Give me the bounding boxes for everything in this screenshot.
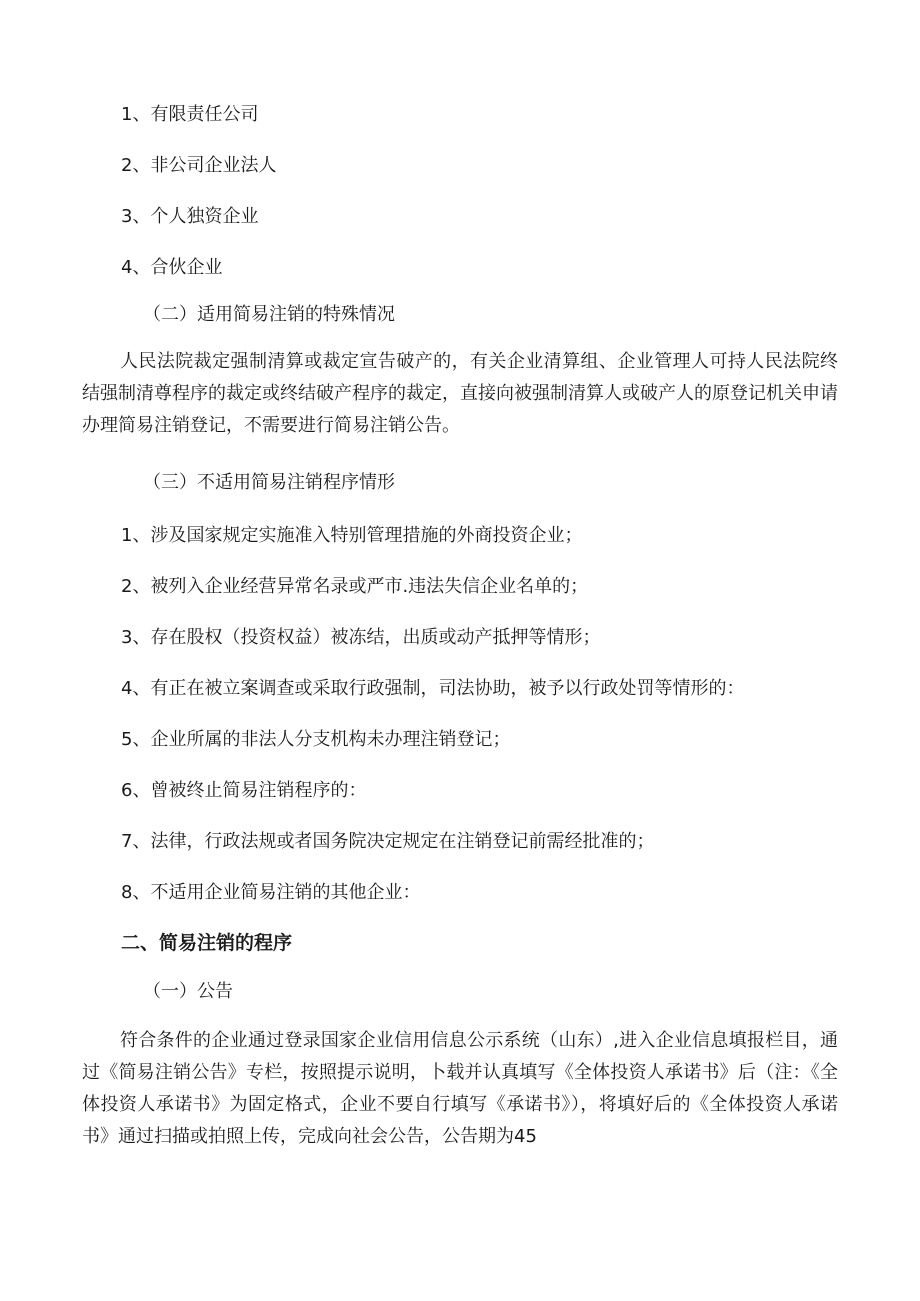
list-item: 7、法律，行政法规或者国务院决定规定在注销登记前需经批准的； <box>121 831 655 852</box>
list-item: 8、不适用企业简易注销的其他企业： <box>121 882 421 903</box>
list-item: 4、合伙企业 <box>121 257 223 278</box>
subsection-paragraph: 符合条件的企业通过登录国家企业信用信息公示系统（山东）,进入企业信息填报栏目，通过《简易注销公告》专栏，按照提示说明，卜载并认真填写《全体投资人承诺书》后（注：《全体投资人承诺书》为固定格式，企业不要自行填写《承诺书》），将填好后的《全体投资人承诺书》通过扫描或拍照上传，完成向社会公告，公告期为45 <box>82 1030 838 1147</box>
list-item: 2、非公司企业法人 <box>121 155 277 176</box>
list-item: 1、涉及国家规定实施准入特别管理措施的外商投资企业； <box>121 525 583 546</box>
subsection-title: （一）公告 <box>143 981 233 1002</box>
list-item: 4、有正在被立案调查或采取行政强制，司法协助，被予以行政处罚等情形的： <box>121 678 745 699</box>
section-title: （二）适用简易注销的特殊情况 <box>143 304 395 325</box>
list-item: 1、有限责任公司 <box>121 104 259 125</box>
list-item: 3、个人独资企业 <box>121 206 259 227</box>
list-item: 3、存在股权（投资权益）被冻结，出质或动产抵押等情形； <box>121 627 601 648</box>
list-item: 5、企业所属的非法人分支机构未办理注销登记； <box>121 729 511 750</box>
section-title: （三）不适用简易注销程序情形 <box>143 472 395 493</box>
section-paragraph: 人民法院裁定强制清算或裁定宣告破产的，有关企业清算组、企业管理人可持人民法院终结强制清尊程序的裁定或终结破产程序的裁定，直接向被强制清算人或破产人的原登记机关申请办理简易注销登记，不需要进行简易注销公告。 <box>82 351 838 436</box>
chapter-heading: 二、简易注销的程序 <box>121 932 293 954</box>
list-item: 6、曾被终止简易注销程序的： <box>121 780 367 801</box>
list-item: 2、被列入企业经营异常名录或严市.违法失信企业名单的； <box>121 576 589 597</box>
